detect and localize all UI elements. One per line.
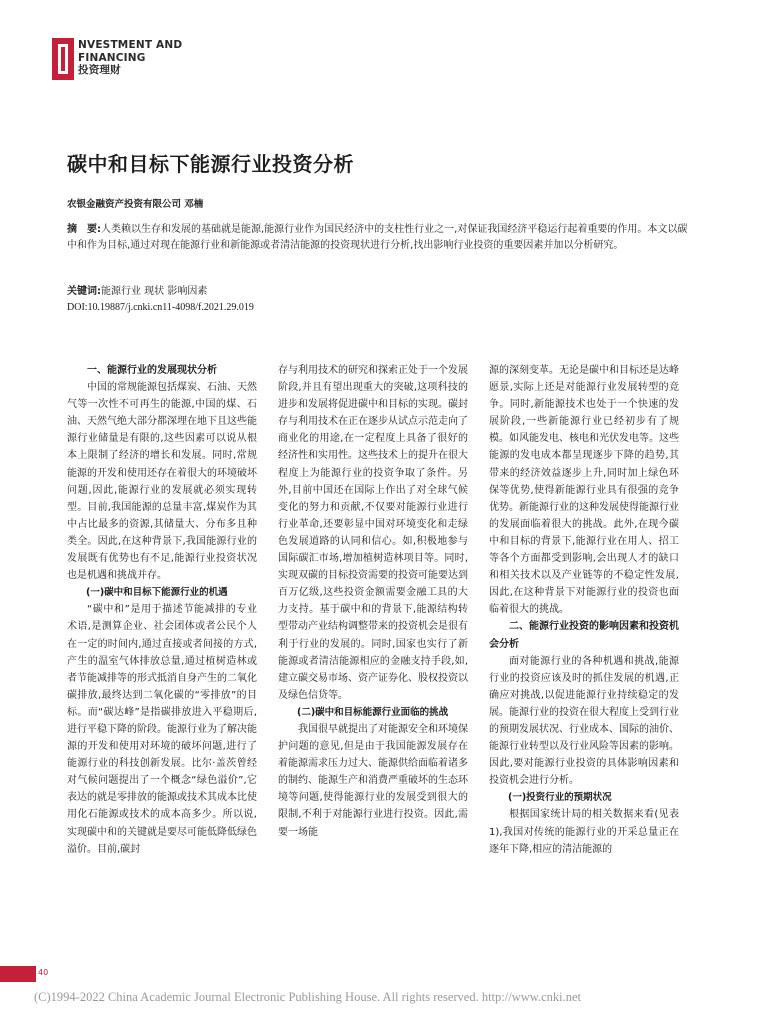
logo-line-2: FINANCING [78, 51, 146, 64]
subsection-heading-1-2: (二)碳中和目标能源行业面临的挑战 [297, 706, 449, 718]
paragraph: 存与利用技术的研究和探索正处于一个发展阶段,并且有望出现重大的突破,这项科技的进步和发展将促进碳中和目标的实现。碳封存与利用技术在正在逐步从试点示范走向了商业化的用途,在一定程度上具备了很好的经济性和实用性。这些技术上的提升在很大程度上为能源行业的投资争取了条件。另外,目前中国还在国际上作出了对全球气候变化的努力和贡献,不仅要对能源行业进行行业革命,还要彰显中国对环境变化和走绿色发展道路的认同和信心。如,积极地参与国际碳汇市场,增加植树造林项目等。同时,实现双碳的目标投资需要的投资可能要达到百万亿级,这些投资金额需要金融工具的大力支持。基于碳中和的背景下,能源结构转型带动产业结构调整带来的投资机会是很有利于行业的发展的。同时,国家也实行了新能源或者清洁能源相应的金融支持手段,如,建立碳交易市场、资产证券化、股权投资以及绿色信贷等。 [278, 365, 468, 701]
paragraph: “碳中和”是用于描述节能减排的专业术语,是测算企业、社会团体或者公民个人在一定的时间内,通过直接或者间接的方式,产生的温室气体排放总量,通过植树造林或者节能减排等的形式抵消自身产生的二氧化碳排放,最终达到二氧化碳的“零排放”的目标。而“碳达峰”是指碳排放进入平稳期后,进行平稳下降的阶段。能源行业为了解决能源的开发和使用对环境的破坏问题,进行了能源行业的科技创新发展。比尔·盖茨曾经对气候问题提出了一个概念“绿色溢价”,它表达的就是零排放的能源或技术其成本比使用化石能源或技术的成本高多少。所以说,实现碳中和的关键就是要尽可能低降低绿色溢价。目前,碳封 [67, 604, 257, 855]
paragraph: 根据国家统计局的相关数据来看(见表1),我国对传统的能源行业的开采总量正在逐年下降,相应的清洁能源的 [489, 809, 679, 855]
paragraph: 源的深刻变革。无论是碳中和目标还是达峰愿景,实际上还是对能源行业发展转型的竞争。同时,新能源技术也处于一个快速的发展阶段,一些新能源行业已经初步有了规模。如风能发电、核电和光伏发电等。这些能源的发电成本都呈现逐步下降的趋势,其带来的经济效益逐步上升,同时加上绿色环保等优势,使得新能源行业具有很强的竞争优势。新能源行业的这种发展使得能源行业的发展面临着很大的挑战。此外,在现今碳中和目标的背景下,能源行业在用人、招工等各个方面都受到影响,会出现人才的缺口和相关技术以及产业链等的不稳定性发展,因此,在这种背景下对能源行业的投资也面临着很大的挑战。 [489, 365, 679, 616]
column-3 [489, 362, 679, 858]
article-author: 农银金融资产投资有限公司 邓楠 [67, 199, 204, 210]
abstract-label: 摘 要: [67, 224, 101, 235]
copyright-line: (C)1994-2022 China Academic Journal Electronic Publishing House. All rights reserved. http://www.cnki.net [34, 990, 582, 1004]
page-number-bar [0, 966, 36, 982]
logo-text [78, 39, 182, 77]
abstract [67, 222, 692, 254]
paragraph: 我国很早就提出了对能源安全和环境保护问题的意见,但是由于我国能源发展存在着能源需求压力过大、能源供给面临着诸多的制约、能源生产和消费严重破坏的生态环境等问题,使得能源行业的发展受到很大的限制,不利于对能源行业进行投资。因此,需要一场能 [278, 723, 468, 838]
abstract-text: 人类赖以生存和发展的基础就是能源,能源行业作为国民经济中的支柱性行业之一,对保证我国经济平稳运行起着重要的作用。本文以碳中和作为目标,通过对现在能源行业和新能源或者清洁能源的投资现状进行分析,找出影响行业投资的重要因素并加以分析研究。 [67, 224, 688, 251]
keywords-text: 能源行业 现状 影响因素 [101, 286, 208, 297]
logo-line-3: 投资理财 [78, 64, 121, 76]
subsection-heading-1-1: (一)碳中和目标下能源行业的机遇 [86, 587, 228, 599]
paragraph: 中国的常规能源包括煤炭、石油、天然气等一次性不可再生的能源,中国的煤、石油、天然气绝大部分都深埋在地下且这些能源行业储量是有限的,这些因素可以说从根本上限制了经济的增长和发展。同时,常规能源的开发和使用还存在着很大的环境破坏问题,因此,能源行业的发展就必须实现转型。目前,我国能源的总量丰富,煤炭作为其中占比最多的资源,其储量大、分布多且种类全。因此,在这种背景下,我国能源行业的发展既有优势也有不足,能源行业投资状况也是机遇和挑战并存。 [67, 382, 257, 582]
doi: DOI:10.19887/j.cnki.cn11-4098/f.2021.29.019 [67, 302, 254, 313]
section-heading-1: 一、能源行业的发展现状分析 [87, 365, 217, 376]
column-2 [278, 362, 468, 841]
keywords [67, 284, 207, 300]
article-title: 碳中和目标下能源行业投资分析 [67, 152, 354, 176]
logo-i-mark-icon [52, 38, 74, 80]
subsection-heading-2-1: (一)投资行业的预期状况 [508, 792, 612, 804]
section-heading-2: 二、能源行业投资的影响因素和投资机会分析 [489, 621, 679, 650]
logo-line-1: NVESTMENT AND [78, 39, 183, 51]
journal-logo [52, 38, 192, 80]
keywords-label: 关键词: [67, 286, 101, 297]
paragraph: 面对能源行业的各种机遇和挑战,能源行业的投资应该及时的抓住发展的机遇,正确应对挑战,以促进能源行业持续稳定的发展。能源行业的投资在很大程度上受到行业的预期发展状况、行业成本、国际的油价、能源行业转型以及行业风险等因素的影响。因此,要对能源行业投资的具体影响因素和投资机会进行分析。 [489, 655, 679, 787]
page-number: 40 [38, 968, 49, 977]
column-1 [67, 362, 257, 858]
